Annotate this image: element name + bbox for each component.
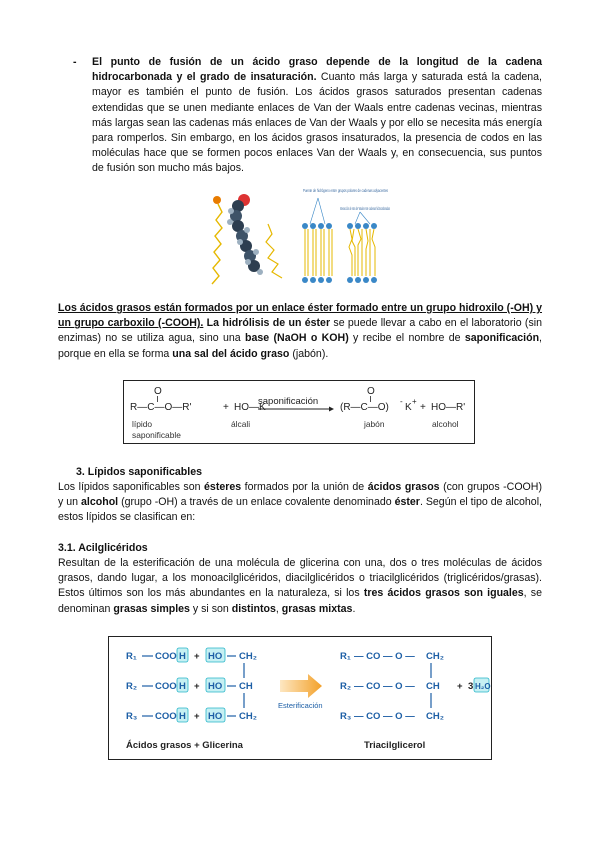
water-formula: H₂O	[475, 682, 491, 691]
svg-text:R₁: R₁	[126, 651, 137, 662]
ester-bold-salt: una sal del ácido graso	[172, 347, 290, 360]
plus-water: +	[457, 681, 463, 692]
label-fatty-acids-glycerin: Ácidos grasos + Glicerina	[126, 740, 243, 751]
svg-text:+: +	[194, 711, 200, 722]
s31-bold-distinct: distintos	[231, 602, 276, 615]
svg-text:+: +	[194, 681, 200, 692]
svg-text:H: H	[179, 651, 186, 662]
section-3-1-paragraph	[58, 556, 542, 617]
svg-text:CH: CH	[239, 681, 253, 692]
carbonyl-o-left: O	[154, 386, 162, 397]
svg-text:R₃: R₃	[126, 711, 138, 722]
label-triacylglycerol: Triacilglicerol	[364, 740, 426, 751]
label-alcohol: alcohol	[432, 419, 459, 429]
s3-text-3: (con grupos -COOH) y un	[58, 481, 542, 509]
s3-text-1: Los lípidos saponificables son	[58, 481, 205, 493]
esterification-arrow-label: Esterificación	[278, 701, 323, 710]
water-count: 3	[468, 681, 474, 692]
ester-text-2: se puede llevar a cabo en el laboratorio (sin enzimas) no se utiliza agua, sino una	[58, 317, 542, 345]
charge-minus: -	[400, 397, 403, 406]
svg-text:HO: HO	[208, 711, 223, 722]
ester-bold-hydrolysis: La hidrólisis de un éster	[206, 317, 331, 330]
s3-text-4: (grupo -OH) a través de un enlace covalente denominado	[118, 496, 395, 509]
svg-text:COO: COO	[155, 711, 177, 722]
esterification-diagram	[108, 636, 492, 760]
melting-point-intro: El punto de fusión de un ácido graso depende de la longitud de la cadena hidrocarbonada y el grado de insaturación.	[92, 56, 542, 84]
svg-text:R₃: R₃	[340, 711, 352, 722]
svg-text:HO: HO	[208, 681, 223, 692]
s31-text-3: y si son	[189, 602, 232, 615]
label-alkali: álcali	[231, 419, 251, 429]
ester-bold-saponification: saponificación	[464, 332, 540, 345]
soap-formula: (R—C—O)	[340, 402, 389, 413]
s3-bold-alcohol: alcohol	[81, 496, 119, 509]
label-lipid-1: lípido	[132, 419, 153, 429]
label-soap: jabón	[364, 419, 385, 429]
saturated-chain-skeleton	[212, 196, 222, 284]
s31-text-1: Resultan de la esterificación de una molécula de glicerina con una, dos o tres moléculas de ácidos grasos, dando lugar, a los monoacilglicéridos, diacilglicéridos o triacilglicéridos (triglicéridos/grasas). Estos últimos son los más abundantes en la naturaleza, si los	[58, 557, 542, 600]
ester-bold-base: base (NaOH o KOH)	[245, 332, 349, 345]
fatty-acid-figure	[200, 186, 400, 286]
space-filling-molecule	[227, 194, 263, 275]
hydrogen-bond-label: Puente de hidrógeno entre grupos polares de cadenas adyacentes	[303, 188, 388, 193]
ester-formula: R—C—O—R'	[130, 402, 192, 413]
svg-text:CH: CH	[426, 681, 440, 692]
arrow-label-saponification: saponificación	[258, 396, 319, 407]
svg-text:— CO — O —: — CO — O —	[354, 681, 415, 692]
s3-text-2: formados por la unión de	[241, 481, 368, 493]
svg-text:— CO — O —: — CO — O —	[354, 651, 415, 662]
s31-bold-mixed: grasas mixtas	[281, 602, 353, 615]
van-der-waals-label: Interacción de Van der Waals entre cadenas hidrocarbonadas	[340, 206, 390, 211]
s3-bold-ester: éster	[394, 496, 420, 509]
svg-text:H: H	[179, 711, 186, 722]
s31-text-4: ,	[275, 602, 282, 615]
unsaturated-chain-skeleton	[266, 224, 282, 278]
section-3-paragraph	[58, 480, 542, 526]
svg-text:CH₂: CH₂	[239, 711, 257, 722]
ester-text-4: , porque en ella se forma	[58, 332, 542, 360]
carbonyl-o-right: O	[367, 386, 375, 397]
svg-text:CH₂: CH₂	[239, 651, 257, 662]
s31-bold-equal: tres ácidos grasos son iguales	[363, 587, 524, 600]
potassium-ion: K	[405, 402, 412, 413]
s31-bold-simple: grasas simples	[113, 602, 190, 615]
plus-1: +	[223, 402, 229, 413]
ester-text-3: y recibe el nombre de	[348, 332, 465, 345]
section-3-1-heading: 3.1. Acilglicéridos	[58, 542, 148, 554]
svg-text:R₂: R₂	[126, 681, 138, 692]
svg-text:+: +	[194, 651, 200, 662]
svg-text:— CO — O —: — CO — O —	[354, 711, 415, 722]
ester-text-5: (jabón).	[289, 347, 329, 360]
triacylglycerol-row-1	[340, 651, 444, 662]
s3-bold-esters: ésteres	[204, 481, 242, 493]
svg-text:R₂: R₂	[340, 681, 352, 692]
melting-point-text: Cuanto más larga y saturada está la cadena, mayor es también el punto de fusión. Los ácidos grasos saturados presentan cadenas extendidas que se unen mediante enlaces de Van der Waals entre cadenas vecinas, mientras más largas sean las cadenas más enlaces de Van der Waals y por ello se necesita más energía para romperlos. Sin embargo, en los ácidos grasos insaturados, la presencia de codos en las moléculas hace que se formen pocos enlaces Van der Waals y, en consecuencia, sus puntos de fusión son mucho más bajos.	[92, 71, 542, 175]
label-lipid-2: saponificable	[132, 430, 181, 440]
s3-text-5: . Según el tipo de alcohol, estos lípidos se clasifican en:	[58, 496, 542, 524]
base-formula: HO—K	[234, 402, 266, 413]
s31-text-5: .	[352, 602, 356, 615]
alcohol-formula: HO—R'	[431, 402, 466, 413]
charge-plus: +	[412, 397, 417, 406]
ester-underlined-statement: Los ácidos grasos están formados por un enlace éster formado entre un grupo hidroxilo (-OH) y un grupo carboxilo (-COOH).	[58, 302, 542, 330]
svg-text:COO: COO	[155, 681, 177, 692]
saponification-reaction	[123, 380, 475, 444]
svg-text:COO: COO	[155, 651, 177, 662]
svg-text:H: H	[179, 681, 186, 692]
s3-bold-fatty-acids: ácidos grasos	[367, 481, 440, 493]
ester-paragraph	[58, 301, 542, 362]
svg-text:CH₂: CH₂	[426, 651, 444, 662]
svg-text:CH₂: CH₂	[426, 711, 444, 722]
plus-2: +	[420, 402, 426, 413]
bullet-dash: -	[73, 56, 77, 68]
svg-text:HO: HO	[208, 651, 223, 662]
triacylglycerol-row-3	[340, 711, 444, 722]
section-3-heading: 3. Lípidos saponificables	[76, 466, 202, 478]
melting-point-paragraph	[92, 55, 542, 177]
svg-text:R₁: R₁	[340, 651, 351, 662]
s31-text-2: , se denominan	[58, 587, 542, 615]
